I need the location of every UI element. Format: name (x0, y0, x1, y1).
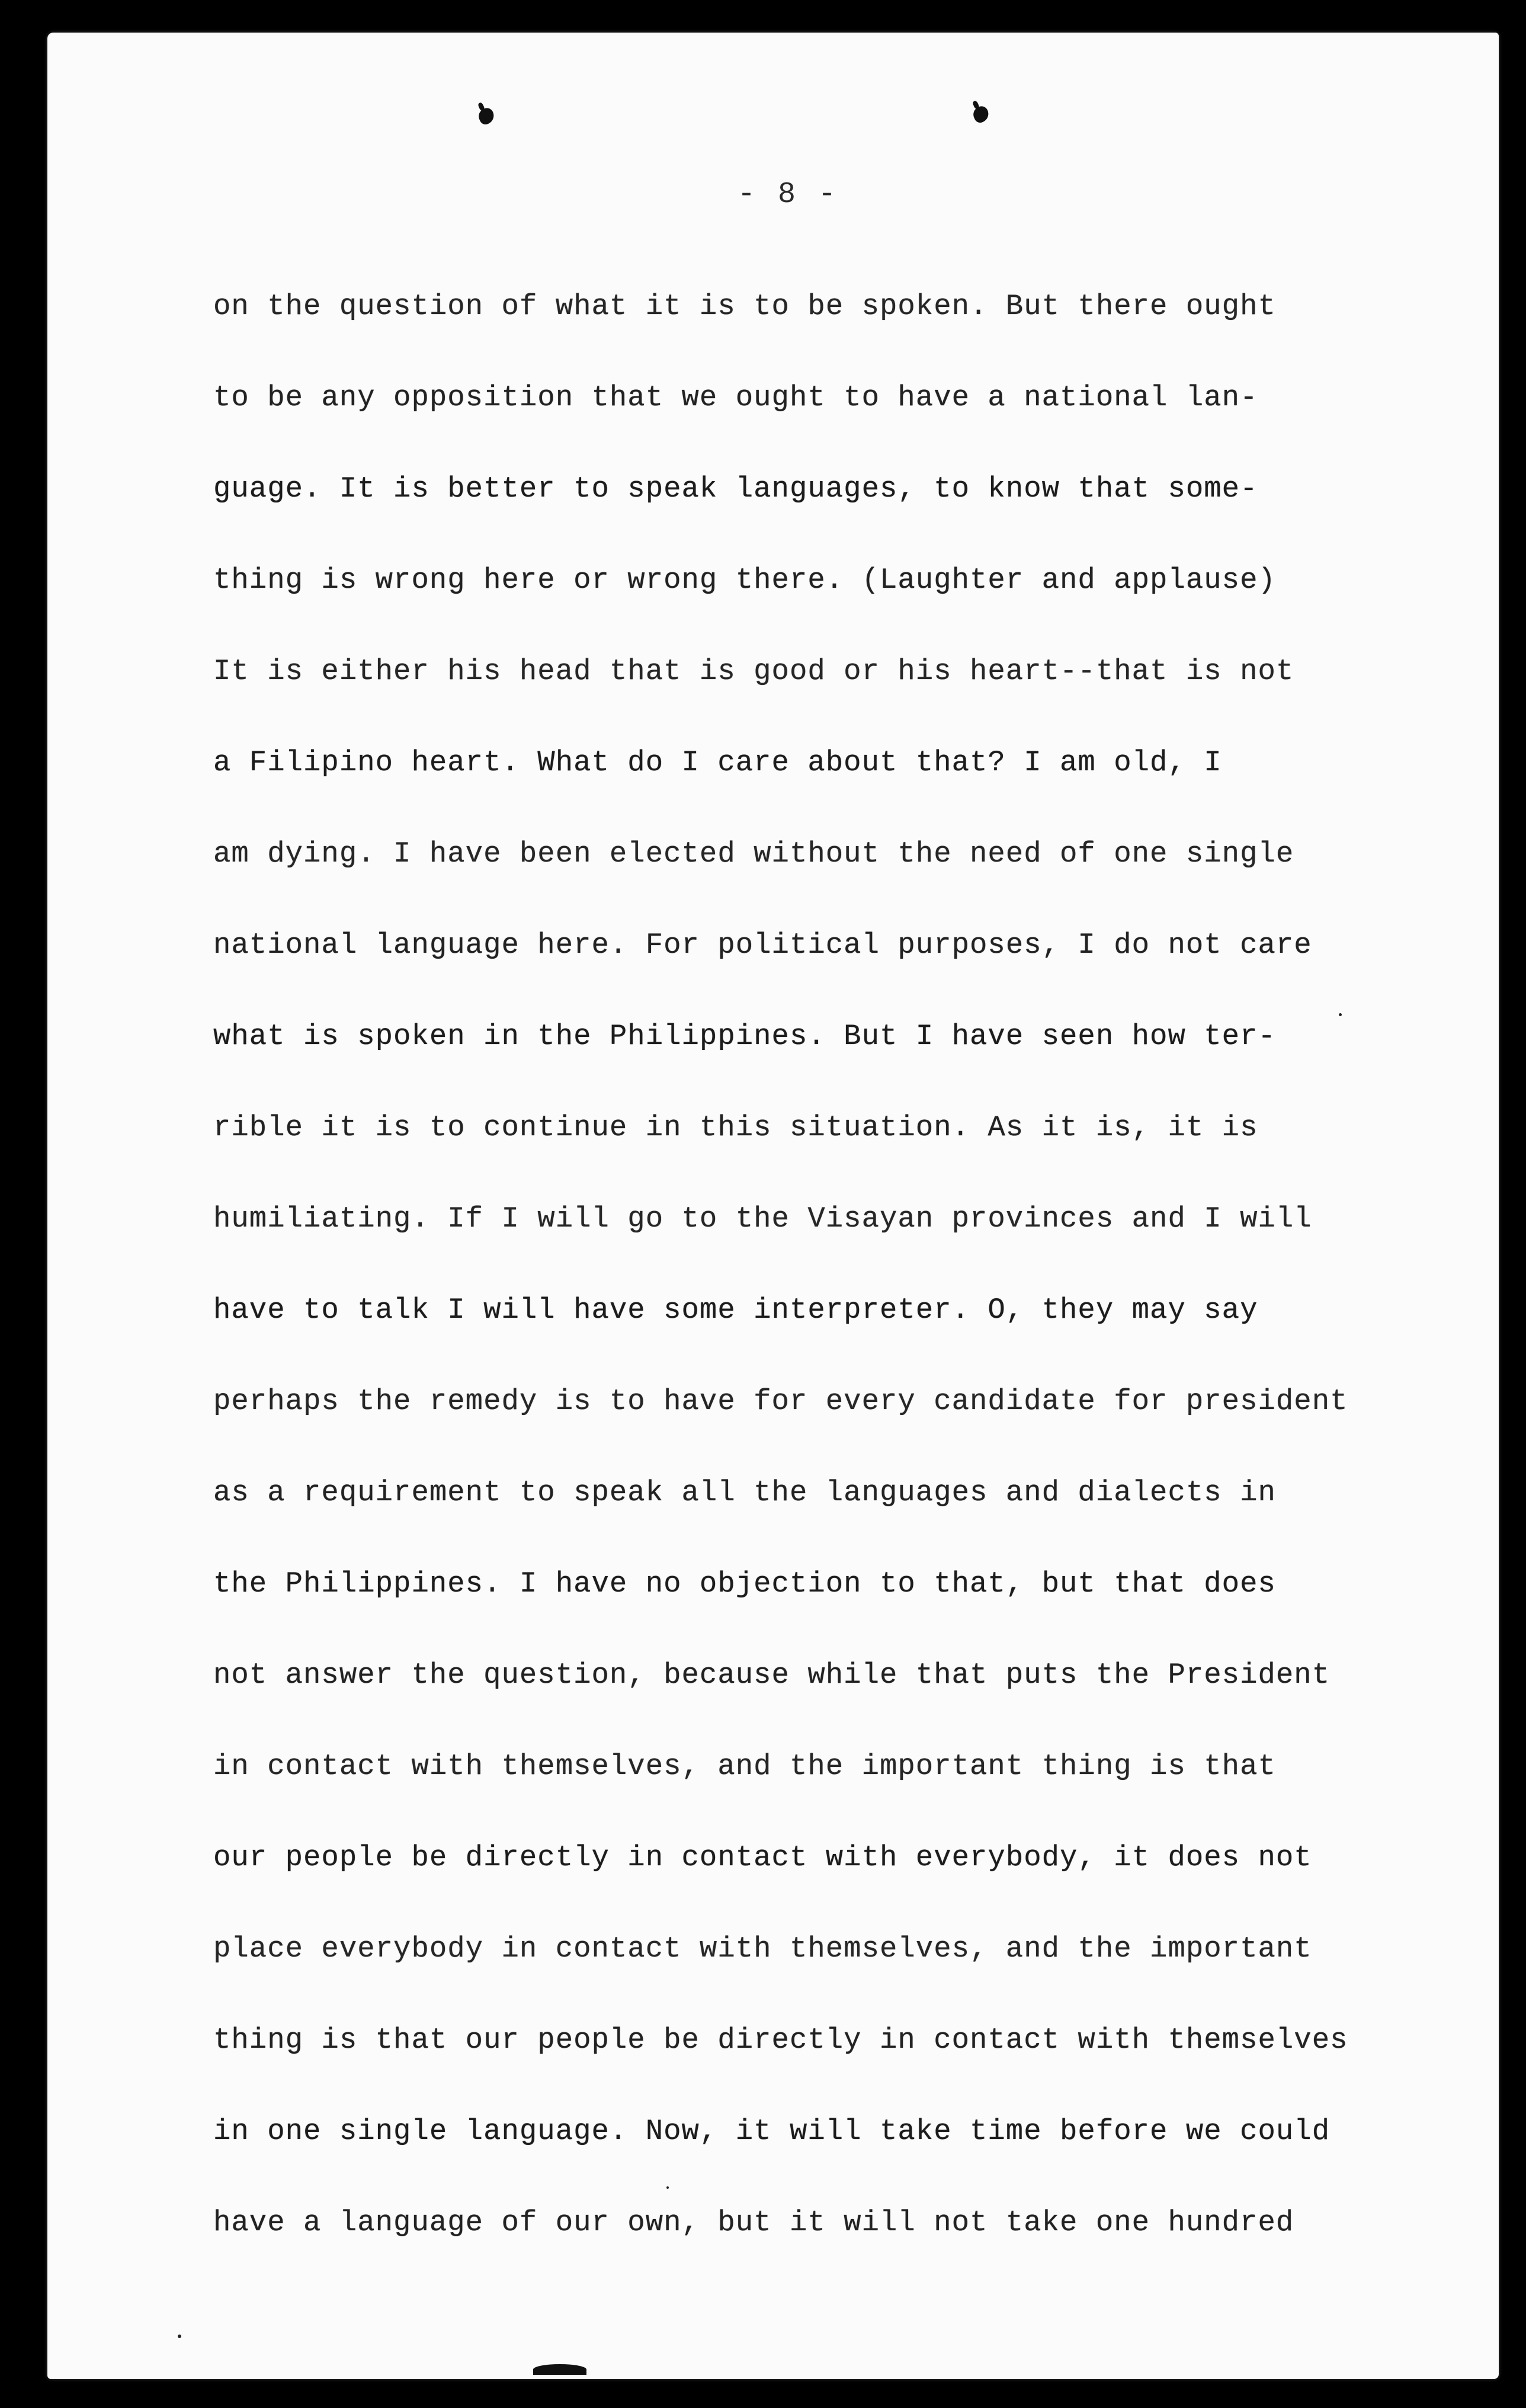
text-line: what is spoken in the Philippines. But I have seen how ter- (213, 1020, 1276, 1053)
ink-speck (666, 2186, 669, 2189)
text-line: national language here. For political purposes, I do not care (213, 928, 1312, 962)
text-line: not answer the question, because while that puts the President (213, 1658, 1331, 1692)
typed-body-text (213, 261, 1434, 2268)
text-line: place everybody in contact with themselves, and the important (213, 1932, 1312, 1965)
text-line: to be any opposition that we ought to have a national lan- (213, 381, 1258, 414)
text-line: in contact with themselves, and the important thing is that (213, 1750, 1276, 1783)
text-line: on the question of what it is to be spoken. But there ought (213, 290, 1276, 323)
text-line: humiliating. If I will go to the Visayan provinces and I will (213, 1202, 1312, 1235)
page-number: - 8 - (737, 178, 839, 212)
text-line: our people be directly in contact with everybody, it does not (213, 1841, 1312, 1874)
text-line: perhaps the remedy is to have for every candidate for president (213, 1385, 1348, 1418)
text-line: the Philippines. I have no objection to that, but that does (213, 1567, 1276, 1600)
text-line: guage. It is better to speak languages, to know that some- (213, 472, 1258, 505)
ink-speck (1339, 1013, 1342, 1016)
ink-speck (178, 2335, 181, 2338)
text-line: rible it is to continue in this situation. As it is, it is (213, 1111, 1258, 1144)
text-line: am dying. I have been elected without the need of one single (213, 837, 1294, 870)
text-line: as a requirement to speak all the languages and dialects in (213, 1476, 1276, 1509)
text-line: a Filipino heart. What do I care about that? I am old, I (213, 746, 1222, 779)
text-line: in one single language. Now, it will take time before we could (213, 2115, 1331, 2148)
text-line: have a language of our own, but it will not take one hundred (213, 2206, 1294, 2239)
paper-edge-mark (533, 2364, 586, 2375)
text-line: have to talk I will have some interpreter. O, they may say (213, 1293, 1258, 1327)
text-line: thing is wrong here or wrong there. (Laughter and applause) (213, 563, 1276, 597)
text-line: thing is that our people be directly in contact with themselves (213, 2023, 1348, 2057)
text-line: It is either his head that is good or his heart--that is not (213, 655, 1294, 688)
